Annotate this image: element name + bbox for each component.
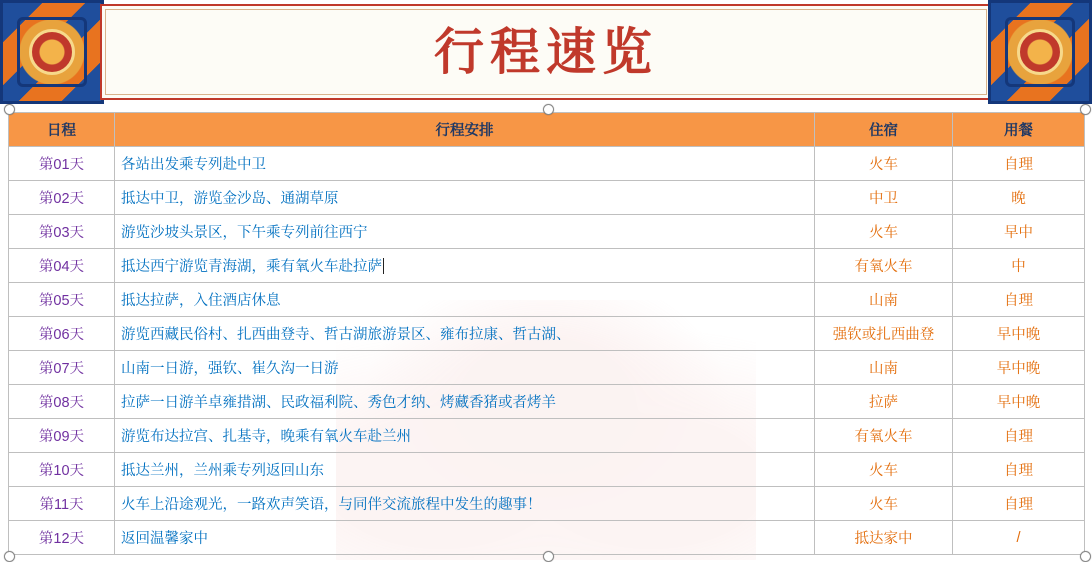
page-banner [0,0,1092,104]
cell-plan: 山南一日游，强钦、崔久沟一日游 [115,351,815,385]
cell-meal: 晚 [953,181,1085,215]
column-header-plan: 行程安排 [115,113,815,147]
cell-day: 第10天 [9,453,115,487]
table-header-row [9,113,1085,147]
cell-stay: 火车 [815,487,953,521]
cell-plan: 游览沙坡头景区，下午乘专列前往西宁 [115,215,815,249]
table-row[interactable] [9,249,1085,283]
selection-handle-bottom-right[interactable] [1080,551,1091,562]
cell-meal: 早中晚 [953,351,1085,385]
cell-meal: 早中晚 [953,385,1085,419]
cell-day: 第01天 [9,147,115,181]
itinerary-table-wrapper [8,112,1084,555]
cell-day: 第09天 [9,419,115,453]
cell-meal: 自理 [953,453,1085,487]
cell-plan: 返回温馨家中 [115,521,815,555]
selection-handle-top-right[interactable] [1080,104,1091,115]
cell-day: 第03天 [9,215,115,249]
table-row[interactable] [9,453,1085,487]
table-row[interactable] [9,215,1085,249]
cell-stay: 中卫 [815,181,953,215]
cell-stay: 火车 [815,147,953,181]
column-header-day: 日程 [9,113,115,147]
cell-stay: 有氧火车 [815,419,953,453]
cell-day: 第05天 [9,283,115,317]
cell-meal: 自理 [953,487,1085,521]
tibetan-ornament-left-icon [0,0,104,104]
cell-plan: 各站出发乘专列赴中卫 [115,147,815,181]
cell-stay: 抵达家中 [815,521,953,555]
cell-plan: 拉萨一日游羊卓雍措湖、民政福利院、秀色才纳、烤藏香猪或者烤羊 [115,385,815,419]
column-header-stay: 住宿 [815,113,953,147]
selection-handle-bottom-left[interactable] [4,551,15,562]
selection-handle-top-left[interactable] [4,104,15,115]
cell-meal: 中 [953,249,1085,283]
cell-day: 第07天 [9,351,115,385]
table-row[interactable] [9,521,1085,555]
table-row[interactable] [9,419,1085,453]
selection-handle-top-center[interactable] [543,104,554,115]
cell-plan-active[interactable] [115,249,815,283]
cell-plan: 游览西藏民俗村、扎西曲登寺、哲古湖旅游景区、雍布拉康、哲古湖、 [115,317,815,351]
cell-stay: 山南 [815,283,953,317]
cell-meal: 早中晚 [953,317,1085,351]
table-row[interactable] [9,147,1085,181]
cell-stay: 强钦或扎西曲登 [815,317,953,351]
cell-plan: 抵达拉萨，入住酒店休息 [115,283,815,317]
cell-stay: 拉萨 [815,385,953,419]
cell-day: 第04天 [9,249,115,283]
cell-meal: / [953,521,1085,555]
cell-plan: 游览布达拉宫、扎基寺，晚乘有氧火车赴兰州 [115,419,815,453]
cell-day: 第08天 [9,385,115,419]
cell-meal: 自理 [953,419,1085,453]
cell-meal: 自理 [953,283,1085,317]
cell-stay: 山南 [815,351,953,385]
cell-day: 第06天 [9,317,115,351]
cell-stay: 火车 [815,215,953,249]
table-row[interactable] [9,351,1085,385]
cell-day: 第11天 [9,487,115,521]
text-caret [383,258,384,274]
cell-plan: 抵达兰州，兰州乘专列返回山东 [115,453,815,487]
cell-stay: 有氧火车 [815,249,953,283]
table-row[interactable] [9,283,1085,317]
cell-meal: 早中 [953,215,1085,249]
cell-meal: 自理 [953,147,1085,181]
cell-plan-text: 抵达西宁游览青海湖，乘有氧火车赴拉萨 [121,259,382,275]
column-header-meal: 用餐 [953,113,1085,147]
table-row[interactable] [9,385,1085,419]
table-row[interactable] [9,317,1085,351]
page-title: 行程速览 [434,22,658,81]
itinerary-table[interactable] [8,112,1085,555]
cell-plan: 抵达中卫，游览金沙岛、通湖草原 [115,181,815,215]
cell-stay: 火车 [815,453,953,487]
cell-plan: 火车上沿途观光，一路欢声笑语，与同伴交流旅程中发生的趣事！ [115,487,815,521]
tibetan-ornament-right-icon [988,0,1092,104]
selection-handle-bottom-center[interactable] [543,551,554,562]
table-row[interactable] [9,181,1085,215]
cell-day: 第12天 [9,521,115,555]
table-row[interactable] [9,487,1085,521]
cell-day: 第02天 [9,181,115,215]
